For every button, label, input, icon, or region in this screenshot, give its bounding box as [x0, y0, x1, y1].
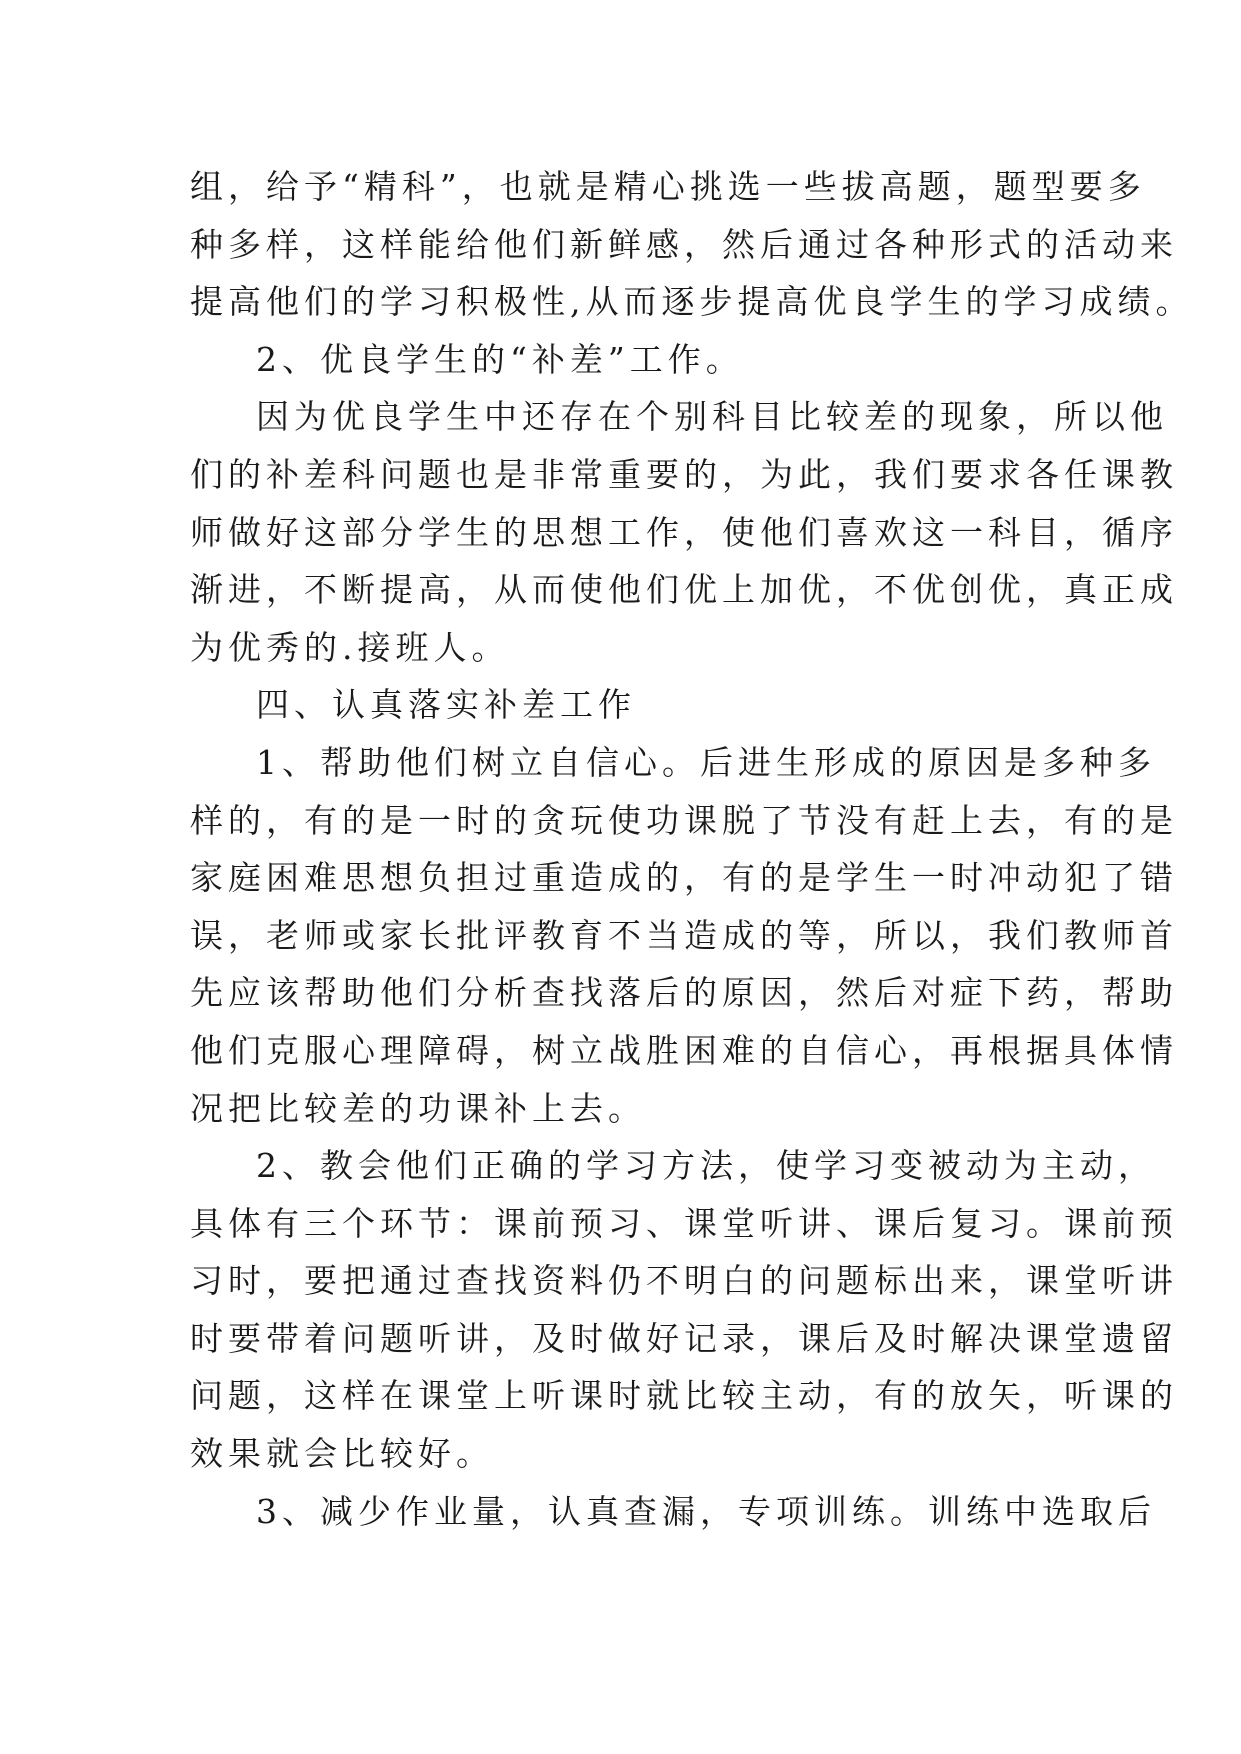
text-line: 问题，这样在课堂上听课时就比较主动，有的放矢，听课的	[190, 1376, 1178, 1416]
text-line: 为优秀的.接班人。	[190, 627, 510, 667]
text-line: 样的，有的是一时的贪玩使功课脱了节没有赶上去，有的是	[190, 800, 1178, 840]
text-line: 种多样，这样能给他们新鲜感，然后通过各种形式的活动来	[190, 224, 1178, 264]
text-line: 时要带着问题听讲，及时做好记录，课后及时解决课堂遗留	[190, 1318, 1178, 1358]
text-line: 四、认真落实补差工作	[256, 685, 636, 725]
text-line: 具体有三个环节：课前预习、课堂听讲、课后复习。课前预	[190, 1203, 1178, 1243]
text-line: 们的补差科问题也是非常重要的，为此，我们要求各任课教	[190, 454, 1178, 494]
text-line: 误，老师或家长批评教育不当造成的等，所以，我们教师首	[190, 915, 1178, 955]
text-line: 他们克服心理障碍，树立战胜困难的自信心，再根据具体情	[190, 1030, 1178, 1070]
text-line: 2、教会他们正确的学习方法，使学习变被动为主动，	[256, 1146, 1156, 1186]
text-line: 家庭困难思想负担过重造成的，有的是学生一时冲动犯了错	[190, 858, 1178, 898]
text-line: 组，给予“精科”，也就是精心挑选一些拔高题，题型要多	[190, 167, 1146, 206]
text-line: 效果就会比较好。	[190, 1434, 494, 1474]
text-line: 况把比较差的功课补上去。	[190, 1088, 646, 1128]
text-line: 师做好这部分学生的思想工作，使他们喜欢这一科目，循序	[190, 512, 1178, 552]
text-line: 提高他们的学习积极性,从而逐步提高优良学生的学习成绩。	[190, 282, 1194, 322]
text-line: 先应该帮助他们分析查找落后的原因，然后对症下药，帮助	[190, 973, 1178, 1013]
text-line: 因为优良学生中还存在个别科目比较差的现象，所以他	[256, 397, 1168, 437]
document-body	[190, 158, 1194, 1540]
text-line: 1、帮助他们树立自信心。后进生形成的原因是多种多	[256, 742, 1156, 782]
text-line: 3、减少作业量，认真查漏，专项训练。训练中选取后	[256, 1491, 1156, 1531]
text-line: 习时，要把通过查找资料仍不明白的问题标出来，课堂听讲	[190, 1261, 1178, 1301]
text-line: 2、优良学生的“补差”工作。	[256, 339, 744, 379]
text-line: 渐进，不断提高，从而使他们优上加优，不优创优，真正成	[190, 570, 1178, 610]
